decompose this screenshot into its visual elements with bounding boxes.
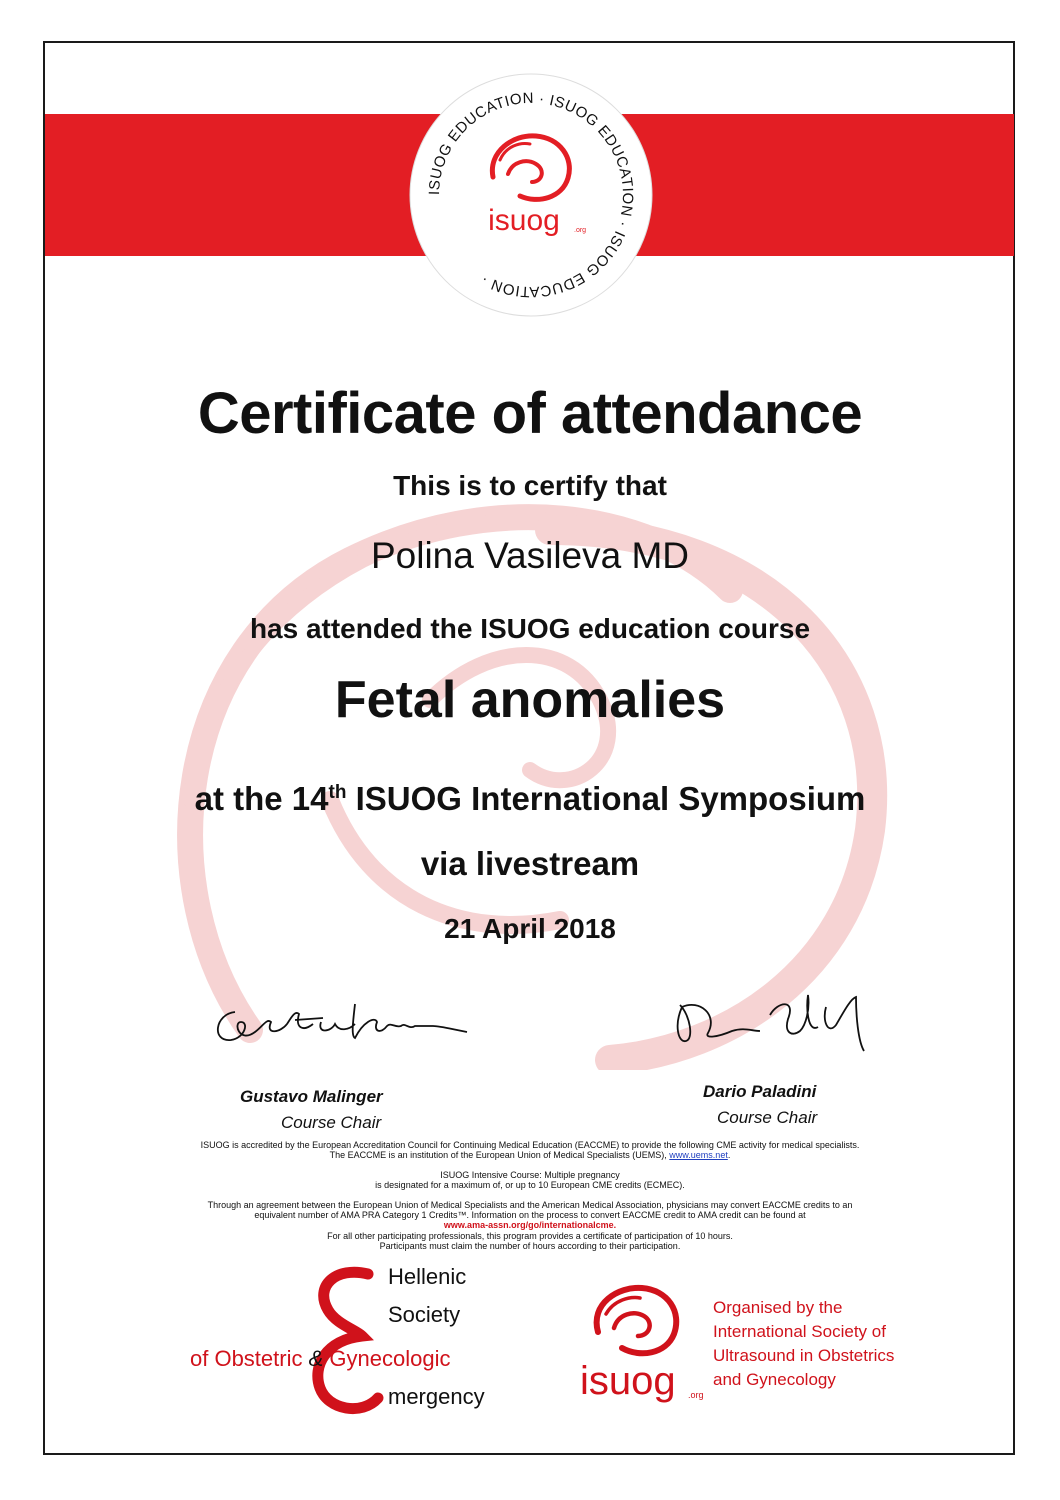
- isuog-education-seal: [408, 72, 654, 318]
- organiser-statement: Organised by the International Society of Ultrasound in Obstetrics and Gynecology: [713, 1298, 895, 1389]
- certificate-title: Certificate of attendance: [197, 381, 863, 446]
- participation-line-2: Participants must claim the number of hours according to their participation.: [379, 1241, 681, 1251]
- certify-line: This is to certify that: [393, 470, 667, 501]
- uems-link[interactable]: www.uems.net: [669, 1150, 728, 1160]
- signatory-1-name: Gustavo Malinger: [240, 1087, 383, 1106]
- accreditation-line-2: The EACCME is an institution of the European Union of Medical Specialists (UEMS), www.uems.net.: [329, 1150, 731, 1160]
- accreditation-line-1: ISUOG is accredited by the European Accreditation Council for Continuing Medical Education (EACCME) to provide the following CME activity for medical specialists.: [200, 1140, 860, 1150]
- hsoge-logo: [188, 1262, 518, 1422]
- attended-line: has attended the ISUOG education course: [249, 613, 811, 644]
- svg-text:.org: .org: [574, 227, 587, 234]
- symposium-line: at the 14th ISUOG International Symposium: [194, 780, 866, 817]
- delivery-mode: via livestream: [420, 845, 640, 882]
- hsoge-line-2: Society: [388, 1302, 461, 1327]
- hsoge-line-1: Hellenic: [388, 1264, 467, 1289]
- hsoge-mark: [306, 1266, 386, 1416]
- course-credit-line-1: ISUOG Intensive Course: Multiple pregnancy: [440, 1170, 620, 1180]
- course-name: Fetal anomalies: [334, 671, 726, 729]
- hsoge-line-3: of Obstetric & Gynecologic: [190, 1346, 451, 1371]
- recipient-name: Polina Vasileva MD: [370, 535, 690, 576]
- course-credit-line-2: is designated for a maximum of, or up to 10 European CME credits (ECMEC).: [375, 1180, 685, 1190]
- seal-logo-text: isuog: [488, 204, 560, 237]
- ama-link[interactable]: www.ama-assn.org/go/internationalcme.: [443, 1220, 617, 1230]
- svg-text:.org: .org: [688, 1390, 704, 1400]
- signatory-2-name: Dario Paladini: [703, 1082, 817, 1101]
- hsoge-line-4: mergency: [388, 1384, 485, 1409]
- signatory-1-role: Course Chair: [281, 1113, 382, 1132]
- ama-line-1: Through an agreement between the European Union of Medical Specialists and the American Medical Association, physicians may convert EACCME credits to an: [207, 1200, 853, 1210]
- event-date: 21 April 2018: [444, 913, 616, 944]
- signature-malinger: [205, 992, 475, 1056]
- signature-paladini: [660, 985, 880, 1059]
- svg-text:ISUOG EDUCATION · ISUOG EDUCAT: ISUOG EDUCATION · ISUOG EDUCATION · ISUOG EDUCATION ·: [425, 89, 637, 301]
- signatory-2-role: Course Chair: [717, 1108, 818, 1127]
- isuog-logo: [576, 1282, 716, 1422]
- ama-link-line: [0, 1220, 1060, 1230]
- participation-line-1: For all other participating professionals, this program provides a certificate of participation of 10 hours.: [327, 1231, 733, 1241]
- isuog-logo-text: isuog: [580, 1359, 676, 1403]
- ama-line-2: equivalent number of AMA PRA Category 1 Credits™. Information on the process to convert EACCME credit to AMA credit can be found at: [254, 1210, 806, 1220]
